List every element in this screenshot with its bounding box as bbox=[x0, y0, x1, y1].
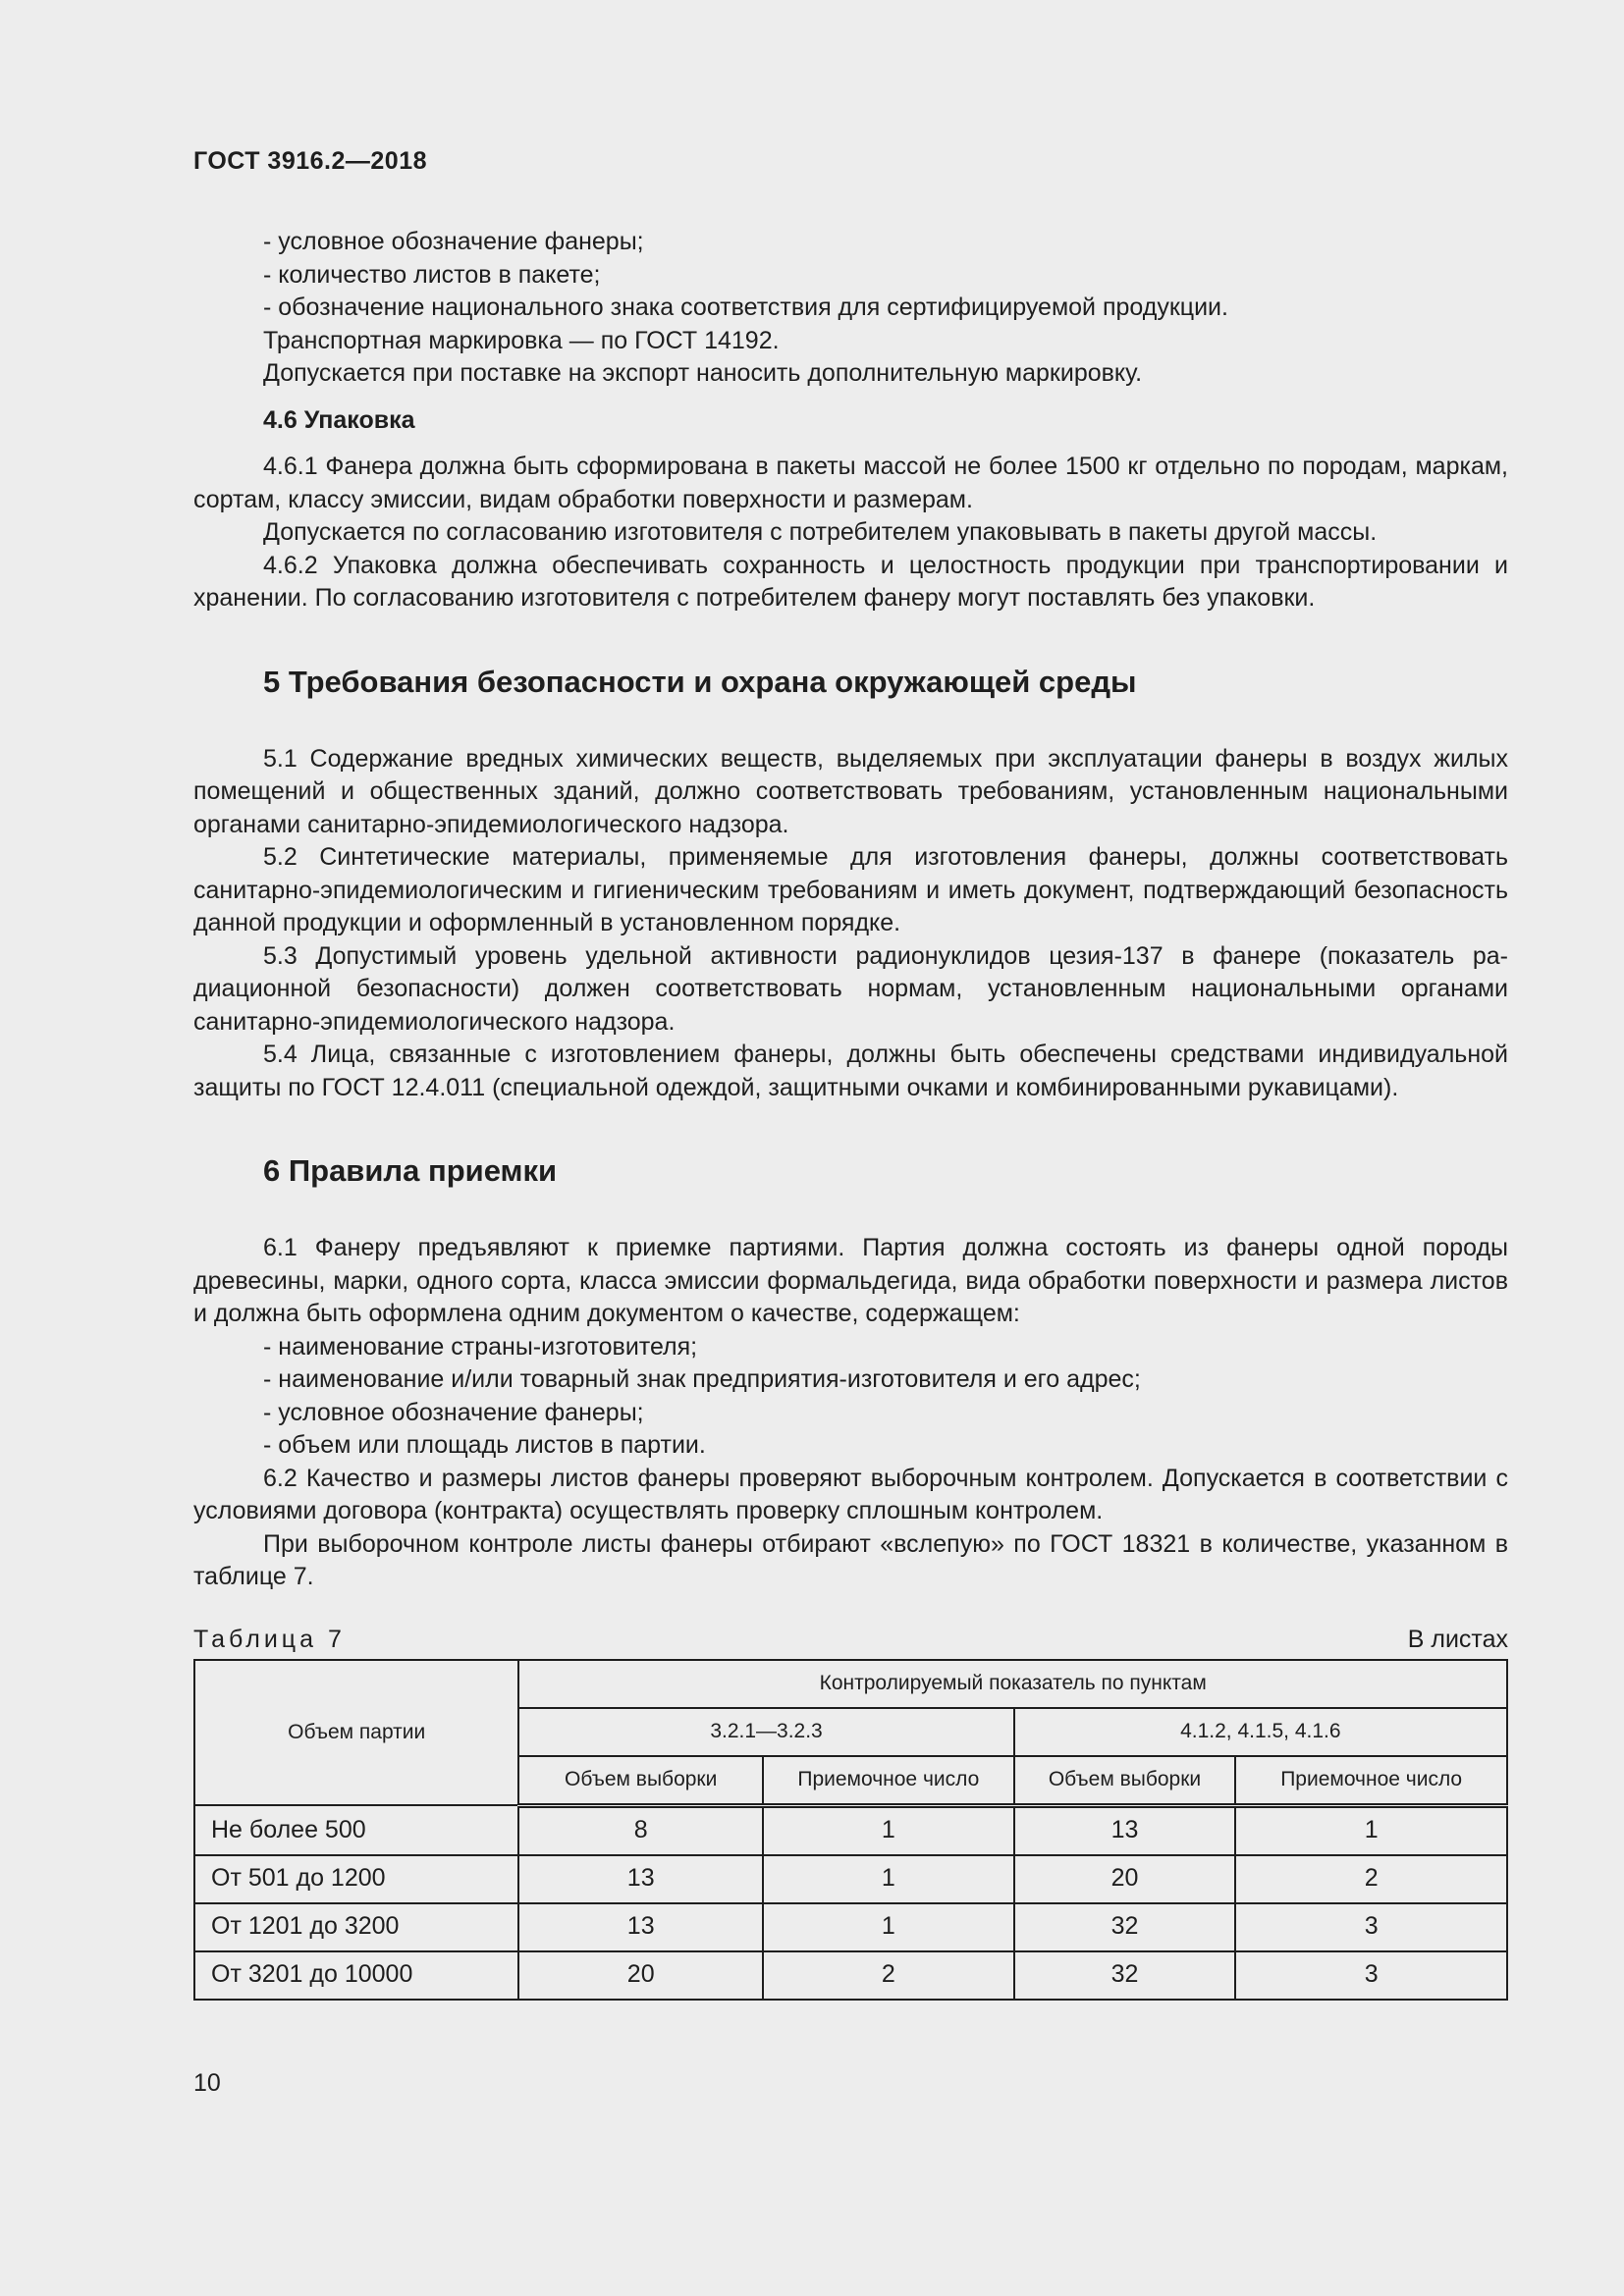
table-caption bbox=[193, 1624, 1508, 1659]
paragraph: 4.6.1 Фанера должна быть сформирована в пакеты массой не более 1500 кг отдельно по породам, маркам, сортам, классу эмиссии, видам обработки поверхности и размерам. bbox=[193, 453, 1508, 513]
paragraph: 5.2 Синтетические материалы, применяемые для изготовления фанеры, должны соответствовать санитарно-эпидемиологическим и гигиеническим требованиям и иметь документ, подтверждающий безопасность данной продукции и оформленный в установленном порядке. bbox=[193, 843, 1508, 936]
cell: 20 bbox=[518, 1951, 763, 2000]
header-sample-size: Объем выборки bbox=[1014, 1756, 1236, 1806]
section-heading: 6 Правила приемки bbox=[263, 1153, 558, 1188]
paragraph: 4.6.2 Упаковка должна обеспечивать сохранность и целостность продукции при транспортировании и хранении. По согласованию изготовителя с потребителем фанеру могут поставлять без упаковки. bbox=[193, 551, 1508, 612]
list-item: - наименование и/или товарный знак предприятия-изготовителя и его адрес; bbox=[263, 1365, 1141, 1393]
list-item: - обозначение национального знака соответствия для сертифицируемой продукции. bbox=[263, 294, 1228, 321]
table-row bbox=[194, 1855, 1507, 1903]
list-item: - количество листов в пакете; bbox=[263, 260, 601, 289]
row-lot: От 1201 до 3200 bbox=[194, 1903, 518, 1951]
row-lot: От 3201 до 10000 bbox=[194, 1951, 518, 2000]
document-header: ГОСТ 3916.2—2018 bbox=[193, 147, 428, 175]
section-heading: 5 Требования безопасности и охрана окружающей среды bbox=[263, 664, 1137, 699]
cell: 20 bbox=[1014, 1855, 1236, 1903]
cell: 1 bbox=[763, 1855, 1014, 1903]
page-number: 10 bbox=[193, 2069, 221, 2097]
table-7 bbox=[193, 1659, 1508, 2001]
header-acceptance-number: Приемочное число bbox=[763, 1756, 1014, 1806]
header-sample-size: Объем выборки bbox=[518, 1756, 763, 1806]
page-content bbox=[193, 226, 1508, 2001]
row-lot: От 501 до 1200 bbox=[194, 1855, 518, 1903]
paragraph: 6.1 Фанеру предъявляют к приемке партиями. Партия должна состоять из фанеры одной породы древесины, марки, одного сорта, класса эмиссии формальдегида, вида обработки поверхности и размера листов и должна быть оформлена одним документом о качестве, содержащем: bbox=[193, 1234, 1508, 1327]
header-acceptance-number: Приемочное число bbox=[1235, 1756, 1507, 1806]
cell: 3 bbox=[1235, 1903, 1507, 1951]
header-group-1: 3.2.1—3.2.3 bbox=[518, 1708, 1013, 1756]
subsection-heading: 4.6 Упаковка bbox=[263, 405, 415, 434]
table-row bbox=[194, 1903, 1507, 1951]
cell: 13 bbox=[518, 1855, 763, 1903]
cell: 2 bbox=[763, 1951, 1014, 2000]
cell: 32 bbox=[1014, 1903, 1236, 1951]
table-units: В листах bbox=[1407, 1625, 1508, 1653]
list-item: - условное обозначение фанеры; bbox=[263, 228, 644, 255]
cell: 32 bbox=[1014, 1951, 1236, 2000]
cell: 2 bbox=[1235, 1855, 1507, 1903]
cell: 1 bbox=[1235, 1805, 1507, 1855]
header-group-2: 4.1.2, 4.1.5, 4.1.6 bbox=[1014, 1708, 1507, 1756]
list-item: - условное обозначение фанеры; bbox=[263, 1398, 644, 1426]
header-controlled-indicator: Контролируемый показатель по пунктам bbox=[518, 1660, 1507, 1708]
cell: 13 bbox=[518, 1903, 763, 1951]
paragraph: Допускается по согласованию изготовителя с потребителем упаковывать в пакеты другой массы. bbox=[263, 518, 1378, 546]
paragraph: 5.1 Содержание вредных химических веществ, выделяемых при эксплуатации фанеры в воздух жилых помещений и общественных зданий, должно соответствовать требованиям, установленным национальными органами санитарно-эпидемиологического надзора. bbox=[193, 744, 1508, 838]
paragraph: 6.2 Качество и размеры листов фанеры проверяют выборочным контролем. Допускается в соответствии с условиями договора (контракта) осуществлять проверку сплошным контролем. bbox=[193, 1464, 1508, 1524]
paragraph: 5.3 Допустимый уровень удельной активности радионуклидов цезия-137 в фанере (показатель радиационной безопасности) должен соответствовать нормам, установленным национальными органами санитарно-эпидемиологического надзора. bbox=[193, 941, 1508, 1036]
table-row bbox=[194, 1805, 1507, 1855]
paragraph: При выборочном контроле листы фанеры отбирают «вслепую» по ГОСТ 18321 в количестве, указанном в таблице 7. bbox=[193, 1529, 1508, 1590]
paragraph: 5.4 Лица, связанные с изготовлением фанеры, должны быть обеспечены средствами индивидуальной защиты по ГОСТ 12.4.011 (специальной одеждой, защитными очками и комбинированными рукавицами). bbox=[193, 1041, 1508, 1101]
paragraph: Допускается при поставке на экспорт наносить дополнительную маркировку. bbox=[263, 359, 1143, 387]
cell: 1 bbox=[763, 1903, 1014, 1951]
header-lot-volume: Объем партии bbox=[194, 1660, 518, 1806]
table-caption-label: Таблица 7 bbox=[193, 1625, 346, 1653]
table-row bbox=[194, 1951, 1507, 2000]
row-lot: Не более 500 bbox=[194, 1805, 518, 1855]
paragraph: Транспортная маркировка — по ГОСТ 14192. bbox=[263, 326, 780, 354]
cell: 1 bbox=[763, 1805, 1014, 1855]
cell: 13 bbox=[1014, 1805, 1236, 1855]
list-item: - наименование страны-изготовителя; bbox=[263, 1332, 698, 1361]
cell: 8 bbox=[518, 1805, 763, 1855]
cell: 3 bbox=[1235, 1951, 1507, 2000]
list-item: - объем или площадь листов в партии. bbox=[263, 1431, 706, 1459]
